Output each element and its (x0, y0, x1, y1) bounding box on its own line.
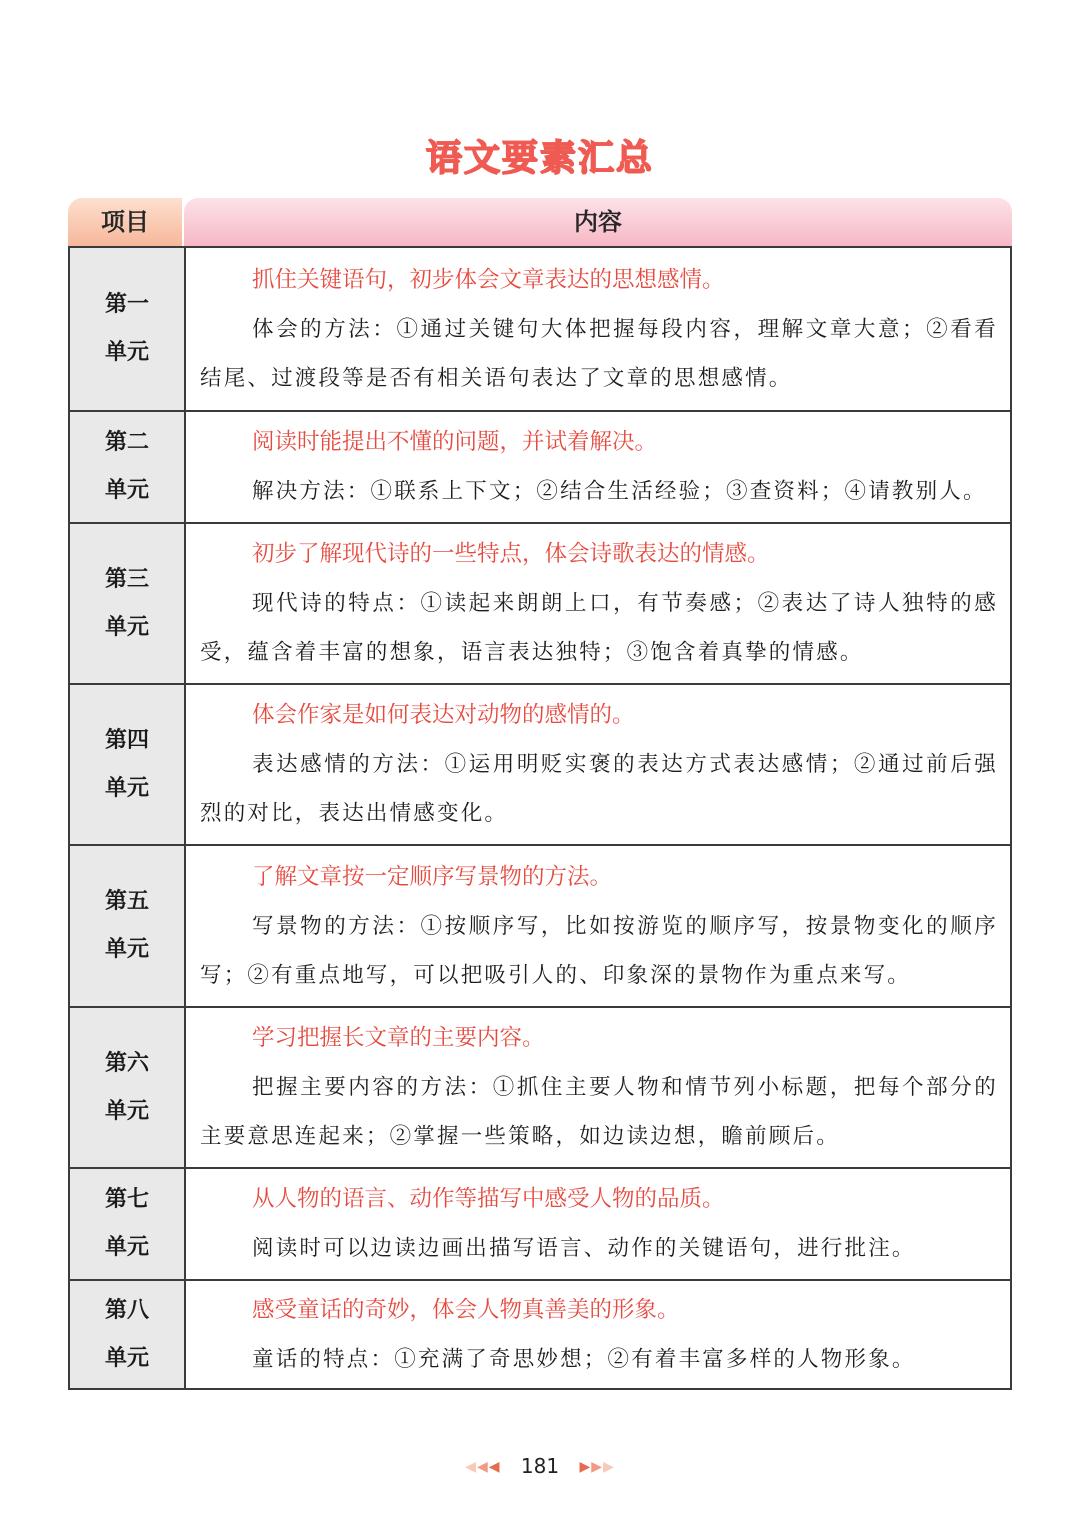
unit-label (70, 846, 186, 1006)
unit-label-line2: 单元 (104, 1098, 149, 1124)
row-content (186, 412, 1010, 522)
row-content (186, 685, 1010, 844)
unit-label-line1: 第五 (104, 889, 149, 914)
table-body (68, 246, 1012, 1390)
unit-detail: 现代诗的特点：①读起来朗朗上口，有节奏感；②表达了诗人独特的感受，蕴含着丰富的想象，语言表达独特；③饱含着真挚的情感。 (200, 591, 998, 665)
unit-detail: 体会的方法：①通过关键句大体把握每段内容，理解文章大意；②看看结尾、过渡段等是否有相关语句表达了文章的思想感情。 (200, 316, 998, 391)
unit-label-line1: 第八 (104, 1297, 149, 1323)
page-footer (0, 1454, 1080, 1478)
unit-goal: 学习把握长文章的主要内容。 (252, 1025, 545, 1051)
right-arrows-icon: ▶▶▶ (579, 1459, 615, 1475)
unit-detail: 阅读时可以边读边画出描写语言、动作的关键语句，进行批注。 (252, 1236, 916, 1261)
unit-detail: 表达感情的方法：①运用明贬实褒的表达方式表达感情；②通过前后强烈的对比，表达出情感变化。 (200, 752, 998, 826)
unit-label-line1: 第三 (104, 566, 149, 592)
unit-label-line1: 第六 (104, 1050, 149, 1076)
unit-label (70, 1169, 186, 1279)
left-arrows-icon: ◀◀◀ (465, 1459, 501, 1475)
unit-detail: 写景物的方法：①按顺序写，比如按游览的顺序写，按景物变化的顺序写；②有重点地写，可以把吸引人的、印象深的景物作为重点来写。 (200, 913, 998, 988)
unit-label-line2: 单元 (104, 1345, 149, 1371)
unit-detail: 童话的特点：①充满了奇思妙想；②有着丰富多样的人物形象。 (252, 1346, 916, 1372)
header-item: 项目 (68, 198, 182, 246)
unit-label-line2: 单元 (104, 614, 149, 640)
unit-label (70, 412, 186, 522)
table-row (70, 1279, 1010, 1388)
unit-label-line1: 第二 (104, 430, 149, 455)
row-content (186, 524, 1010, 683)
table-row (70, 410, 1010, 522)
table-row (70, 844, 1010, 1006)
unit-label (70, 685, 186, 844)
unit-label (70, 1281, 186, 1388)
row-content (186, 1008, 1010, 1167)
unit-goal: 感受童话的奇妙，体会人物真善美的形象。 (252, 1296, 680, 1323)
table-header (68, 198, 1012, 246)
table-row (70, 522, 1010, 683)
table-row (70, 248, 1010, 410)
table-row (70, 1167, 1010, 1279)
unit-detail: 解决方法：①联系上下文；②结合生活经验；③查资料；④请教别人。 (252, 479, 987, 504)
unit-detail: 把握主要内容的方法：①抓住主要人物和情节列小标题，把每个部分的主要意思连起来；②掌握一些策略，如边读边想，瞻前顾后。 (200, 1075, 998, 1149)
unit-label (70, 248, 186, 410)
row-content (186, 1281, 1010, 1388)
unit-goal: 阅读时能提出不懂的问题，并试着解决。 (252, 429, 658, 455)
table-row (70, 1006, 1010, 1167)
summary-table (68, 198, 1012, 1390)
unit-goal: 抓住关键语句，初步体会文章表达的思想感情。 (252, 266, 725, 293)
table-row (70, 683, 1010, 844)
unit-label-line1: 第四 (104, 727, 149, 753)
unit-label-line1: 第七 (104, 1187, 149, 1212)
unit-label (70, 524, 186, 683)
page-title: 语文要素汇总 (0, 130, 1080, 181)
header-content: 内容 (184, 198, 1012, 246)
unit-label-line2: 单元 (104, 1235, 149, 1260)
row-content (186, 1169, 1010, 1279)
row-content (186, 248, 1010, 410)
unit-goal: 从人物的语言、动作等描写中感受人物的品质。 (252, 1186, 725, 1212)
unit-label-line2: 单元 (104, 340, 149, 365)
unit-goal: 初步了解现代诗的一些特点，体会诗歌表达的情感。 (252, 541, 770, 567)
unit-label-line2: 单元 (104, 478, 149, 503)
unit-label-line2: 单元 (104, 775, 149, 801)
page-number: 181 (520, 1454, 560, 1478)
row-content (186, 846, 1010, 1006)
unit-label (70, 1008, 186, 1167)
unit-goal: 体会作家是如何表达对动物的感情的。 (252, 702, 635, 728)
unit-goal: 了解文章按一定顺序写景物的方法。 (252, 863, 613, 890)
unit-label-line2: 单元 (104, 937, 149, 962)
unit-label-line1: 第一 (104, 292, 149, 317)
